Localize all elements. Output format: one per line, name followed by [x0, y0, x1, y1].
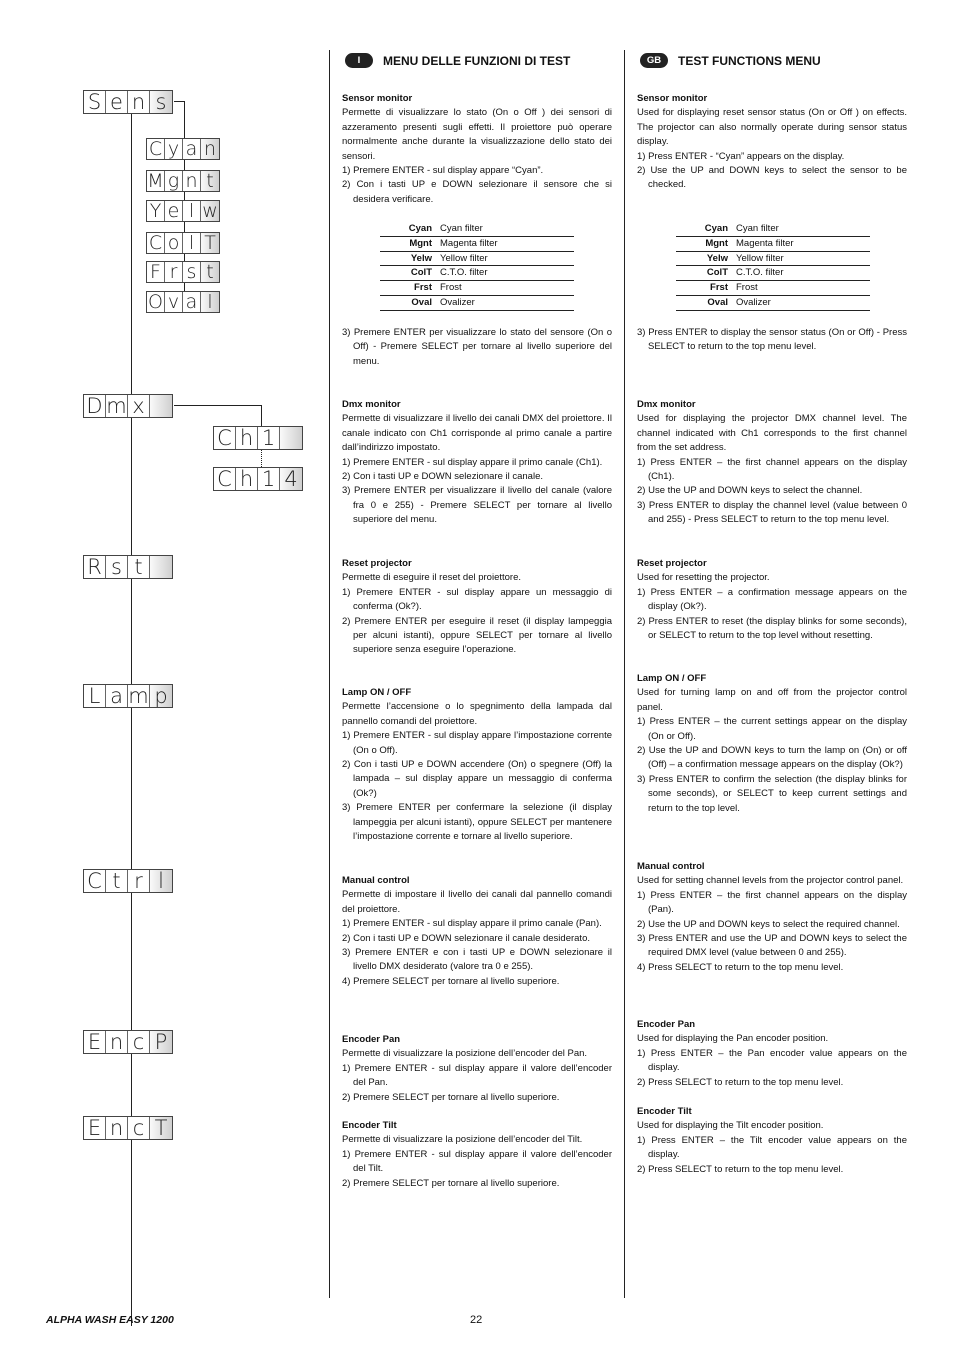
- it-dmx-section: [342, 398, 612, 528]
- sensor-description-cell: Cyan filter: [736, 222, 870, 236]
- lcd-character: Y: [147, 201, 165, 221]
- lcd-cyan: [146, 138, 220, 160]
- section-title: Dmx monitor: [637, 399, 696, 410]
- lcd-character: m: [128, 683, 149, 708]
- lcd-character: R: [84, 556, 106, 578]
- lcd-character: D: [84, 395, 106, 417]
- sensor-code-cell: Oval: [380, 295, 440, 310]
- lcd-character: h: [236, 427, 258, 449]
- lcd-character: s: [106, 556, 128, 578]
- lcd-yelw: [146, 200, 220, 222]
- list-item: 2) Con i tasti UP e DOWN selezionare il canale desiderato.: [342, 932, 590, 944]
- sensor-description-cell: C.T.O. filter: [440, 266, 574, 281]
- gb-reset-section: [637, 557, 907, 643]
- gb-manual-section: [637, 860, 907, 975]
- lcd-character: [150, 395, 172, 417]
- lcd-character: s: [155, 89, 167, 114]
- it-heading: [345, 53, 570, 68]
- column-divider-right: [624, 50, 625, 1298]
- it-reset-section: [342, 557, 612, 658]
- section-intro: Permette di impostare il livello dei canali dal pannello comandi del proiettore.: [342, 889, 612, 915]
- lcd-character: t: [128, 556, 150, 578]
- tree-branch-ch-dotted: [261, 449, 262, 467]
- lcd-character: 1: [258, 427, 280, 449]
- gb-sensor-intro: Used for displaying reset sensor status (On or Off ) on effects. The projector can also normally operate during sensor status display.: [637, 107, 907, 148]
- list-item: 2) Con i tasti UP e DOWN selezionare il canale.: [342, 471, 543, 483]
- list-item: 2) Press SELECT to return to the top menu level.: [637, 1076, 844, 1088]
- list-item: 1) Premere ENTER - sul display appare il valore dell’encoder del Tilt.: [342, 1148, 612, 1175]
- list-item: 2) Use the UP and DOWN keys to select the sensor to be checked.: [637, 165, 907, 191]
- lcd-character: l: [183, 201, 201, 221]
- sensor-description-cell: Ovalizer: [736, 295, 870, 310]
- footer-page-number: 22: [470, 1314, 483, 1326]
- section-title: Encoder Tilt: [342, 1120, 397, 1131]
- lcd-lamp: [83, 684, 173, 708]
- table-row: [380, 295, 574, 310]
- sensor-code-cell: Yelw: [380, 251, 440, 266]
- list-item: 1) Press ENTER – a confirmation message appears on the display (Ok?).: [637, 586, 907, 613]
- lcd-character: t: [206, 260, 214, 283]
- sensor-description-cell: C.T.O. filter: [736, 266, 870, 281]
- lcd-character: a: [106, 685, 128, 707]
- lcd-character: 4: [284, 466, 298, 491]
- lcd-character: n: [203, 137, 217, 160]
- table-row: [380, 222, 574, 236]
- lcd-colt: [146, 232, 220, 254]
- lcd-character: p: [154, 683, 168, 708]
- lcd-rst: [83, 555, 173, 579]
- it-enctilt-section: [342, 1119, 612, 1191]
- sensor-description-cell: Yellow filter: [440, 251, 574, 266]
- lcd-character: m: [106, 393, 127, 418]
- lcd-character: c: [128, 1117, 150, 1139]
- list-item: 2) Premere SELECT per tornare al livello superiore.: [342, 1091, 560, 1103]
- section-title: Encoder Tilt: [637, 1106, 692, 1117]
- it-sensor-table: [380, 222, 574, 311]
- it-heading-text: MENU DELLE FUNZIONI DI TEST: [383, 53, 571, 68]
- section-title: Encoder Pan: [637, 1019, 696, 1030]
- it-sensor-table-body: [380, 222, 574, 310]
- lcd-ch14: [213, 467, 303, 491]
- section-intro: Used for displaying the Pan encoder position.: [637, 1033, 829, 1045]
- sensor-description-cell: Frost: [736, 281, 870, 296]
- sensor-code-cell: Frst: [676, 281, 736, 296]
- lcd-frst: [146, 261, 220, 283]
- section-intro: Used for displaying the projector DMX channel level. The channel indicated with Ch1 corresponds to the first channel from the set address.: [637, 413, 907, 454]
- section-title: Lamp ON / OFF: [637, 673, 707, 684]
- list-item: 2) Con i tasti UP e DOWN accendere (On) o spegnere (Off) la lampada – sul display appare un messaggio di conferma (Ok?): [342, 759, 612, 799]
- lcd-character: r: [128, 870, 150, 892]
- lcd-character: r: [165, 262, 183, 282]
- lcd-character: E: [84, 1031, 106, 1053]
- list-item: 1) Press ENTER – the Pan encoder value appears on the display.: [637, 1047, 907, 1074]
- list-item: 1) Premere ENTER - sul display appare l’impostazione corrente (On o Off).: [342, 730, 612, 756]
- lcd-character: a: [183, 292, 201, 312]
- table-row: [380, 236, 574, 251]
- table-row: [676, 266, 870, 281]
- section-title: Reset projector: [342, 558, 412, 569]
- it-lamp-section: [342, 686, 612, 844]
- lcd-character: n: [128, 91, 150, 113]
- lcd-character: L: [84, 685, 106, 707]
- tree-trunk: [131, 101, 132, 1326]
- lcd-character: T: [204, 231, 216, 254]
- lcd-character: c: [128, 1031, 150, 1053]
- table-row: [380, 266, 574, 281]
- lcd-character: F: [147, 262, 165, 282]
- sensor-description-cell: Magenta filter: [440, 236, 574, 251]
- sensor-code-cell: Frst: [380, 281, 440, 296]
- list-item: 2) Press ENTER to reset (the display blinks for some seconds), or SELECT to return to the top level without resetting.: [637, 615, 907, 642]
- it-encpan-section: [342, 1033, 612, 1105]
- lcd-character: T: [154, 1115, 168, 1140]
- section-title: Encoder Pan: [342, 1034, 401, 1045]
- lcd-character: C: [147, 233, 165, 253]
- lcd-character: [150, 556, 172, 578]
- section-title: Dmx monitor: [342, 399, 401, 410]
- list-item: 3) Premere ENTER e con i tasti UP e DOWN selezionare il livello DMX desiderato (valore tra 0 e 255).: [342, 947, 612, 973]
- it-manual-section: [342, 874, 612, 989]
- list-item: 3) Press ENTER to display the channel level (value between 0 and 255) - Press SELECT to return to the top menu level.: [637, 499, 907, 526]
- gb-heading-text: TEST FUNCTIONS MENU: [678, 53, 821, 68]
- list-item: 1) Press ENTER – the Tilt encoder value appears on the display.: [637, 1134, 907, 1161]
- section-title: Manual control: [342, 875, 410, 886]
- lcd-character: C: [84, 870, 106, 892]
- lcd-character: t: [106, 870, 128, 892]
- section-title: Reset projector: [637, 558, 707, 569]
- sensor-description-cell: Frost: [440, 281, 574, 296]
- it-sensor-step3: 3) Premere ENTER per visualizzare lo stato del sensore (On o Off) - Premere SELECT per tornare al livello superiore del menu.: [342, 327, 612, 367]
- section-title: Lamp ON / OFF: [342, 687, 412, 698]
- table-row: [676, 222, 870, 236]
- list-item: 2) Use the UP and DOWN keys to turn the lamp on (On) or off (Off) – a confirmation message appears on the display (Ok?): [637, 745, 907, 771]
- sensor-code-cell: ColT: [380, 266, 440, 281]
- list-item: 2) Use the UP and DOWN keys to select the required channel.: [637, 918, 900, 930]
- sensor-description-cell: Yellow filter: [736, 251, 870, 266]
- lcd-character: C: [147, 139, 165, 159]
- sensor-code-cell: Mgnt: [380, 236, 440, 251]
- footer-product-name: ALPHA WASH EASY 1200: [46, 1314, 174, 1326]
- list-item: 1) Press ENTER - “Cyan” appears on the display.: [637, 150, 845, 162]
- table-row: [676, 295, 870, 310]
- lcd-character: n: [183, 171, 201, 191]
- section-intro: Used for turning lamp on and off from the projector control panel.: [637, 687, 907, 713]
- gb-sensor-title: Sensor monitor: [637, 93, 708, 104]
- list-item: 3) Premere ENTER per confermare la selezione (il display lampeggia per alcuni istanti), oppure SELECT per mantenere l’impostazione corrente e tornare al livello superiore.: [342, 802, 612, 843]
- sensor-code-cell: Oval: [676, 295, 736, 310]
- table-row: [380, 251, 574, 266]
- lcd-character: t: [206, 169, 214, 192]
- list-item: 3) Premere ENTER per visualizzare il livello del canale (valore fra 0 e 255) - Premere SELECT per tornare al livello superiore del menu.: [342, 485, 612, 526]
- section-intro: Used for setting channel levels from the projector control panel.: [637, 875, 904, 887]
- lcd-enct: [83, 1116, 173, 1140]
- lcd-character: C: [214, 427, 236, 449]
- lcd-encp: [83, 1030, 173, 1054]
- list-item: 3) Press ENTER and use the UP and DOWN keys to select the required DMX level (value between 0 and 255).: [637, 933, 907, 959]
- list-item: 2) Press SELECT to return to the top menu level.: [637, 1163, 844, 1175]
- lcd-dmx: [83, 394, 173, 418]
- lcd-character: E: [84, 1117, 106, 1139]
- sensor-code-cell: ColT: [676, 266, 736, 281]
- sensor-code-cell: Yelw: [676, 251, 736, 266]
- sensor-description-cell: Ovalizer: [440, 295, 574, 310]
- tree-branch-dmx: [174, 405, 262, 406]
- lcd-character: O: [147, 292, 165, 312]
- lcd-character: M: [147, 169, 164, 192]
- lcd-character: e: [106, 91, 128, 113]
- list-item: 2) Use the UP and DOWN keys to select the channel.: [637, 485, 863, 497]
- lcd-mgnt: [146, 170, 220, 192]
- section-intro: Used for displaying the Tilt encoder position.: [637, 1120, 824, 1132]
- lcd-sens: [83, 90, 173, 114]
- list-item: 1) Premere ENTER - sul display appare il valore dell’encoder del Pan.: [342, 1062, 612, 1089]
- section-intro: Permette l’accensione o lo spegnimento della lampada dal pannello comandi del proiettore.: [342, 701, 612, 727]
- table-row: [676, 281, 870, 296]
- section-intro: Permette di visualizzare il livello dei canali DMX del proiettore. Il canale indicato con Ch1 corrisponde al primo canale a partire dall’indirizzo impostato.: [342, 413, 612, 454]
- lcd-character: l: [183, 233, 201, 253]
- it-sensor-title: Sensor monitor: [342, 93, 413, 104]
- table-row: [676, 236, 870, 251]
- list-item: 1) Premere ENTER - sul display appare il primo canale (Ch1).: [342, 456, 603, 468]
- gb-lamp-section: [637, 672, 907, 816]
- list-item: 1) Press ENTER – the first channel appears on the display (Pan).: [637, 889, 907, 916]
- gb-language-badge: GB: [640, 53, 668, 68]
- lcd-character: n: [106, 1117, 128, 1139]
- list-item: 3) Press ENTER to confirm the selection (the display blinks for some seconds), or SELECT to keep current settings and return to the top level.: [637, 773, 907, 814]
- lcd-character: P: [154, 1029, 168, 1054]
- list-item: 2) Premere ENTER per eseguire il reset (il display lampeggia per alcuni istanti), oppure SELECT per tornare al livello superiore senza eseguire l’operazione.: [342, 615, 612, 656]
- section-intro: Permette di eseguire il reset del proiettore.: [342, 572, 522, 584]
- gb-sensor-section: [637, 92, 907, 193]
- section-intro: Permette di visualizzare la posizione dell’encoder del Pan.: [342, 1048, 588, 1060]
- gb-enctilt-section: [637, 1105, 907, 1177]
- list-item: 2) Premere SELECT per tornare al livello superiore.: [342, 1177, 560, 1189]
- list-item: 1) Press ENTER – the first channel appears on the display (Ch1).: [637, 456, 907, 483]
- sensor-description-cell: Cyan filter: [440, 222, 574, 236]
- tree-branch-sens: [174, 101, 184, 102]
- lcd-character: y: [165, 139, 183, 159]
- lcd-character: s: [183, 262, 201, 282]
- lcd-character: S: [84, 91, 106, 113]
- lcd-character: w: [202, 199, 218, 222]
- lcd-character: v: [165, 292, 183, 312]
- list-item: 2) Con i tasti UP e DOWN selezionare il sensore che si desidera verificare.: [342, 179, 612, 205]
- section-title: Manual control: [637, 861, 705, 872]
- section-intro: Permette di visualizzare la posizione dell’encoder del Tilt.: [342, 1134, 583, 1146]
- it-sensor-section: [342, 92, 612, 207]
- lcd-character: l: [158, 868, 164, 893]
- lcd-character: 1: [258, 468, 280, 490]
- lcd-ctrl: [83, 869, 173, 893]
- lcd-character: e: [165, 201, 183, 221]
- it-language-badge: I: [345, 53, 373, 68]
- gb-dmx-section: [637, 398, 907, 528]
- table-row: [676, 251, 870, 266]
- column-divider-left: [329, 50, 330, 1298]
- sensor-code-cell: Cyan: [676, 222, 736, 236]
- lcd-ch1: [213, 426, 303, 450]
- gb-encpan-section: [637, 1018, 907, 1090]
- gb-sensor-table: [676, 222, 870, 311]
- lcd-character: g: [165, 171, 183, 191]
- lcd-character: [280, 427, 302, 449]
- gb-sensor-step3: 3) Press ENTER to display the sensor status (On or Off) - Press SELECT to return to the top menu level.: [637, 327, 907, 353]
- list-item: 4) Premere SELECT per tornare al livello superiore.: [342, 975, 560, 987]
- lcd-character: o: [165, 233, 183, 253]
- gb-sensor-table-body: [676, 222, 870, 310]
- gb-heading: [640, 53, 821, 68]
- lcd-character: l: [207, 290, 213, 313]
- list-item: 1) Premere ENTER - sul display appare un messaggio di conferma (Ok?).: [342, 586, 612, 613]
- sensor-code-cell: Mgnt: [676, 236, 736, 251]
- list-item: 1) Premere ENTER - sul display appare il primo canale (Pan).: [342, 918, 602, 930]
- section-intro: Used for resetting the projector.: [637, 572, 770, 584]
- it-sensor-intro: Permette di visualizzare lo stato (On o Off ) dei sensori di azzeramento presenti sugli effetti. Il proiettore può operare normalmente anche durante la visualizzazione dello stato dei sensori.: [342, 107, 612, 162]
- list-item: 1) Press ENTER – the current settings appear on the display (On or Off).: [637, 716, 907, 742]
- lcd-character: C: [214, 468, 236, 490]
- lcd-oval: [146, 291, 220, 313]
- sensor-code-cell: Cyan: [380, 222, 440, 236]
- lcd-character: a: [183, 139, 201, 159]
- sensor-description-cell: Magenta filter: [736, 236, 870, 251]
- list-item: 1) Premere ENTER - sul display appare “Cyan”.: [342, 165, 544, 177]
- list-item: 4) Press SELECT to return to the top menu level.: [637, 961, 844, 973]
- lcd-character: h: [236, 468, 258, 490]
- lcd-character: x: [128, 395, 150, 417]
- lcd-character: n: [106, 1031, 128, 1053]
- table-row: [380, 281, 574, 296]
